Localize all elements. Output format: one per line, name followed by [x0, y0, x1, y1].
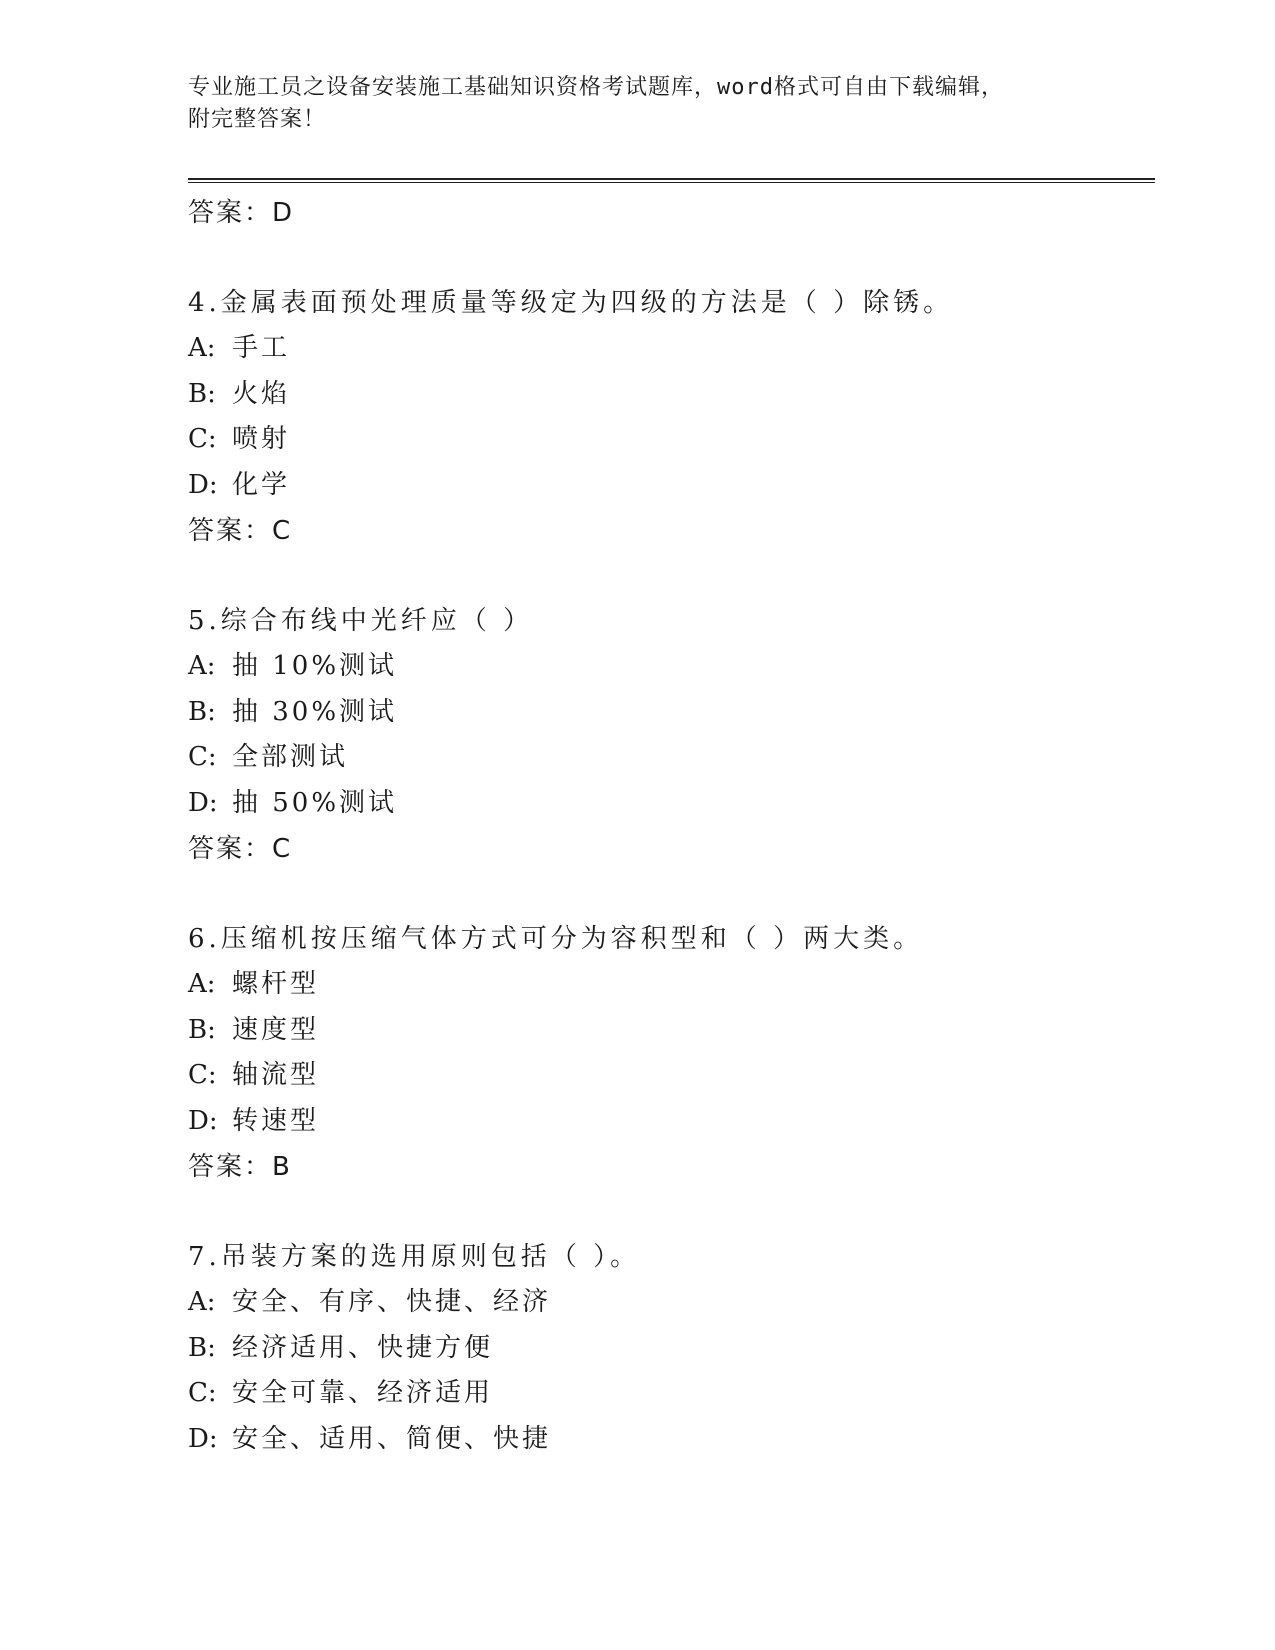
question-text: 6.压缩机按压缩气体方式可分为容积型和（ ）两大类。 — [188, 924, 924, 954]
option-key: C: — [188, 1060, 217, 1090]
option-d — [188, 1417, 1155, 1463]
answer-label: 答案： — [188, 1152, 273, 1182]
option-text: 抽 50%测试 — [232, 787, 398, 818]
option-a — [188, 326, 1155, 372]
question-text: 7.吊装方案的选用原则包括（ ）。 — [188, 1242, 641, 1272]
answer-value: C — [272, 516, 292, 546]
answer-line — [188, 190, 1155, 236]
question-text: 4.金属表面预处理质量等级定为四级的方法是（ ）除锈。 — [188, 288, 954, 318]
answer-value: D — [272, 198, 294, 228]
option-key: A: — [188, 969, 216, 999]
option-d — [188, 463, 1155, 509]
option-text: 经济适用、快捷方便 — [232, 1332, 494, 1363]
option-c — [188, 735, 1155, 781]
header-divider — [188, 178, 1155, 183]
option-text: 化学 — [232, 469, 291, 500]
option-key: D: — [188, 469, 218, 500]
document-header — [188, 72, 1088, 136]
answer-line — [188, 1144, 1155, 1190]
option-text: 安全、有序、快捷、经济 — [232, 1287, 552, 1317]
option-c — [188, 1371, 1155, 1417]
option-text: 火焰 — [232, 378, 291, 409]
option-text: 喷射 — [232, 424, 291, 454]
option-text: 抽 30%测试 — [232, 696, 398, 727]
option-key: C: — [188, 1378, 217, 1408]
question-7 — [188, 1234, 1155, 1462]
question-list — [188, 190, 1155, 1462]
option-key: B: — [188, 378, 216, 409]
option-b — [188, 372, 1155, 418]
option-text: 速度型 — [232, 1014, 320, 1045]
header-line-2: 附完整答案！ — [188, 107, 327, 132]
option-key: B: — [188, 1014, 216, 1045]
option-c — [188, 417, 1155, 463]
option-key: A: — [188, 651, 216, 681]
option-text: 安全、适用、简便、快捷 — [232, 1423, 552, 1454]
option-a — [188, 1280, 1155, 1326]
answer-line — [188, 826, 1155, 872]
option-key: D: — [188, 1423, 218, 1454]
option-text: 抽 10%测试 — [232, 651, 398, 681]
question-5 — [188, 598, 1155, 872]
answer-value: C — [272, 834, 292, 864]
option-a — [188, 962, 1155, 1008]
question-6 — [188, 916, 1155, 1190]
answer-label: 答案： — [188, 516, 273, 546]
option-key: A: — [188, 1287, 216, 1317]
header-line-1: 专业施工员之设备安装施工基础知识资格考试题库，word格式可自由下载编辑， — [188, 75, 1004, 100]
option-key: A: — [188, 333, 216, 363]
option-d — [188, 781, 1155, 827]
option-d — [188, 1099, 1155, 1145]
option-a — [188, 644, 1155, 690]
option-key: C: — [188, 742, 217, 772]
option-text: 轴流型 — [232, 1060, 320, 1090]
option-text: 全部测试 — [232, 742, 349, 772]
answer-value: B — [272, 1152, 291, 1182]
option-key: B: — [188, 696, 216, 727]
option-c — [188, 1053, 1155, 1099]
option-text: 转速型 — [232, 1105, 320, 1136]
option-key: D: — [188, 1105, 218, 1136]
question-4 — [188, 280, 1155, 554]
option-b — [188, 1008, 1155, 1054]
option-key: B: — [188, 1332, 216, 1363]
question-text: 5.综合布线中光纤应（ ） — [188, 606, 534, 636]
option-key: D: — [188, 787, 218, 818]
answer-label: 答案： — [188, 198, 273, 228]
option-b — [188, 1326, 1155, 1372]
option-b — [188, 690, 1155, 736]
option-text: 螺杆型 — [232, 969, 320, 999]
answer-label: 答案： — [188, 834, 273, 864]
option-text: 安全可靠、经济适用 — [232, 1378, 494, 1408]
option-key: C: — [188, 424, 217, 454]
answer-line — [188, 508, 1155, 554]
option-text: 手工 — [232, 333, 291, 363]
